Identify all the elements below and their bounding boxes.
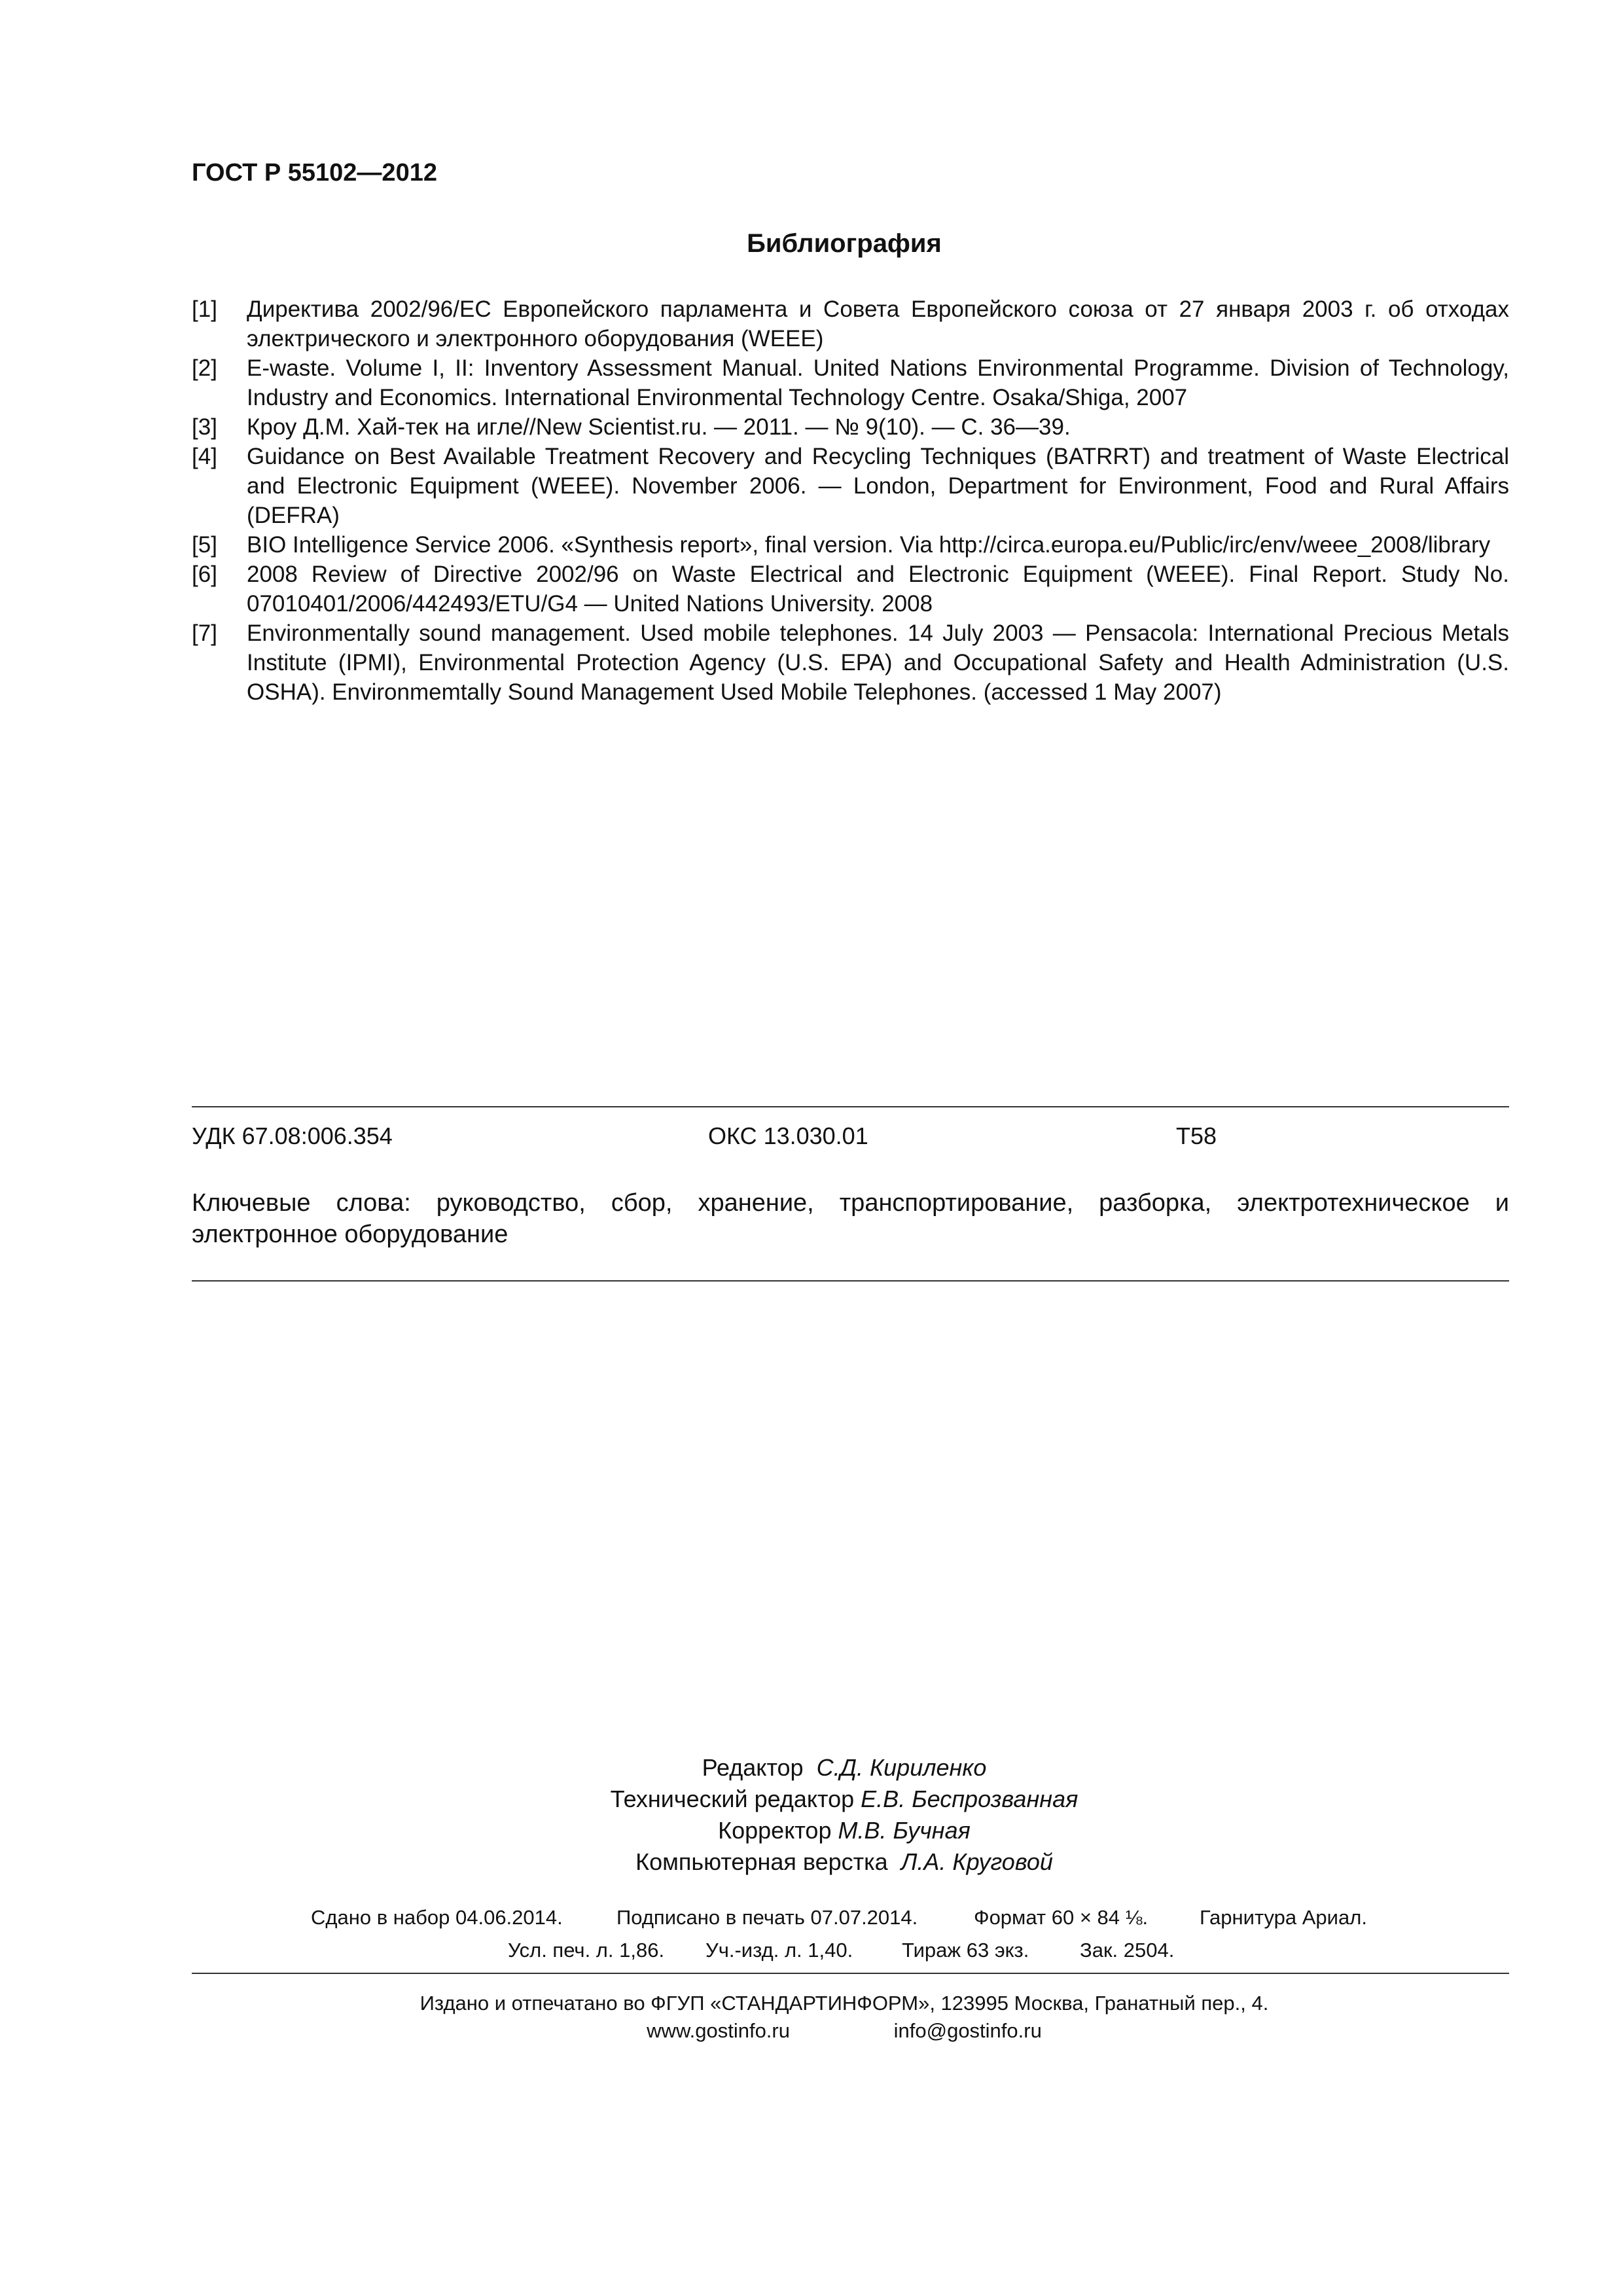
standard-code: ГОСТ Р 55102—2012 <box>192 159 437 187</box>
credit-tech-editor-label: Технический редактор <box>610 1785 855 1812</box>
credit-editor <box>0 1754 1623 1782</box>
bibliography-list <box>192 295 1509 707</box>
bibliography-item <box>192 353 1509 412</box>
credit-layout-label: Компьютерная верстка <box>635 1848 888 1875</box>
bibliography-item-text: 2008 Review of Directive 2002/96 on Waste Electrical and Electronic Equipment (WEEE). Final Report. Study No. 07010401/2006/442493/ETU/G4 — United Nations University. 2008 <box>247 562 1509 617</box>
bibliography-item <box>192 619 1509 707</box>
email-link[interactable]: info@gostinfo.ru <box>893 2019 1042 2042</box>
publishing-font: Гарнитура Ариал. <box>1200 1906 1367 1929</box>
divider-keywords <box>192 1280 1509 1282</box>
bibliography-item <box>192 412 1509 442</box>
t-code: Т58 <box>1176 1122 1217 1149</box>
bibliography-item <box>192 295 1509 353</box>
credit-layout-name: Л.А. Круговой <box>901 1848 1053 1875</box>
bibliography-item-text: E-waste. Volume I, II: Inventory Assessment Manual. United Nations Environmental Programme. Division of Technology, Industry and Economics. International Environmental Technology Centre. Osaka/Shiga, 2007 <box>247 355 1509 410</box>
publishing-edition-sheets: Уч.-изд. л. 1,40. <box>705 1939 853 1962</box>
bibliography-item-number: [4] <box>192 444 217 469</box>
bibliography-item-text: Кроу Д.М. Хай-тек на игле//New Scientist.ru. — 2011. — № 9(10). — С. 36—39. <box>247 414 1071 440</box>
credit-proofreader <box>0 1817 1623 1844</box>
publishing-format: Формат 60 × 84 ⅛. <box>974 1906 1149 1929</box>
bibliography-item <box>192 530 1509 560</box>
bibliography-item-text: Директива 2002/96/ЕС Европейского парламента и Совета Европейского союза от 27 января 2003 г. об отходах электрического и электронного оборудования (WEEE) <box>247 296 1509 351</box>
bibliography-item <box>192 442 1509 530</box>
publishing-sent: Сдано в набор 04.06.2014. <box>311 1906 563 1929</box>
bibliography-item-number: [1] <box>192 296 217 322</box>
credit-editor-label: Редактор <box>702 1754 804 1781</box>
bibliography-item-number: [7] <box>192 620 217 646</box>
website-link[interactable]: www.gostinfo.ru <box>647 2019 790 2042</box>
publishing-print-sheets: Усл. печ. л. 1,86. <box>508 1939 665 1962</box>
bibliography-item-number: [5] <box>192 532 217 558</box>
credit-proofreader-name: М.В. Бучная <box>838 1817 971 1844</box>
bibliography-item-number: [2] <box>192 355 217 381</box>
credit-proofreader-label: Корректор <box>718 1817 832 1844</box>
divider-footer <box>192 1973 1509 1974</box>
publishing-run: Тираж 63 экз. <box>902 1939 1029 1962</box>
credit-tech-editor-name: Е.В. Беспрозванная <box>861 1785 1079 1812</box>
udk-code: УДК 67.08:006.354 <box>192 1122 393 1149</box>
bibliography-item-number: [3] <box>192 414 217 440</box>
bibliography-item <box>192 560 1509 619</box>
bibliography-item-number: [6] <box>192 562 217 587</box>
oks-code: ОКС 13.030.01 <box>708 1122 868 1149</box>
bibliography-item-text: BIO Intelligence Service 2006. «Synthesis report», final version. Via http://circa.europa.eu/Public/irc/env/weee_2008/library <box>247 532 1491 558</box>
publishing-signed: Подписано в печать 07.07.2014. <box>616 1906 918 1929</box>
publishing-order: Зак. 2504. <box>1080 1939 1175 1962</box>
credit-layout <box>0 1848 1623 1876</box>
bibliography-heading: Библиография <box>747 229 942 258</box>
publisher-contacts <box>0 2019 1623 2043</box>
bibliography-item-text: Guidance on Best Available Treatment Recovery and Recycling Techniques (BATRRT) and treatment of Waste Electrical and Electronic Equipment (WEEE). November 2006. — London, Department for Environment, Food and Rural Affairs (DEFRA) <box>247 444 1509 528</box>
credit-editor-name: С.Д. Кириленко <box>816 1754 987 1781</box>
keywords: Ключевые слова: руководство, сбор, хранение, транспортирование, разборка, электротехническое и электронное оборудование <box>192 1189 1509 1248</box>
credit-tech-editor <box>0 1785 1623 1813</box>
bibliography-item-text: Environmentally sound management. Used mobile telephones. 14 July 2003 — Pensacola: International Precious Metals Institute (IPMI), Environmental Protection Agency (U.S. EPA) and Occupational Safety and Health Administration (U.S. OSHA). Environmemtally Sound Management Used Mobile Telephones. (accessed 1 May 2007) <box>247 620 1509 705</box>
divider-top <box>192 1106 1509 1107</box>
publisher-info: Издано и отпечатано во ФГУП «СТАНДАРТИНФОРМ», 123995 Москва, Гранатный пер., 4. <box>419 1992 1269 2015</box>
